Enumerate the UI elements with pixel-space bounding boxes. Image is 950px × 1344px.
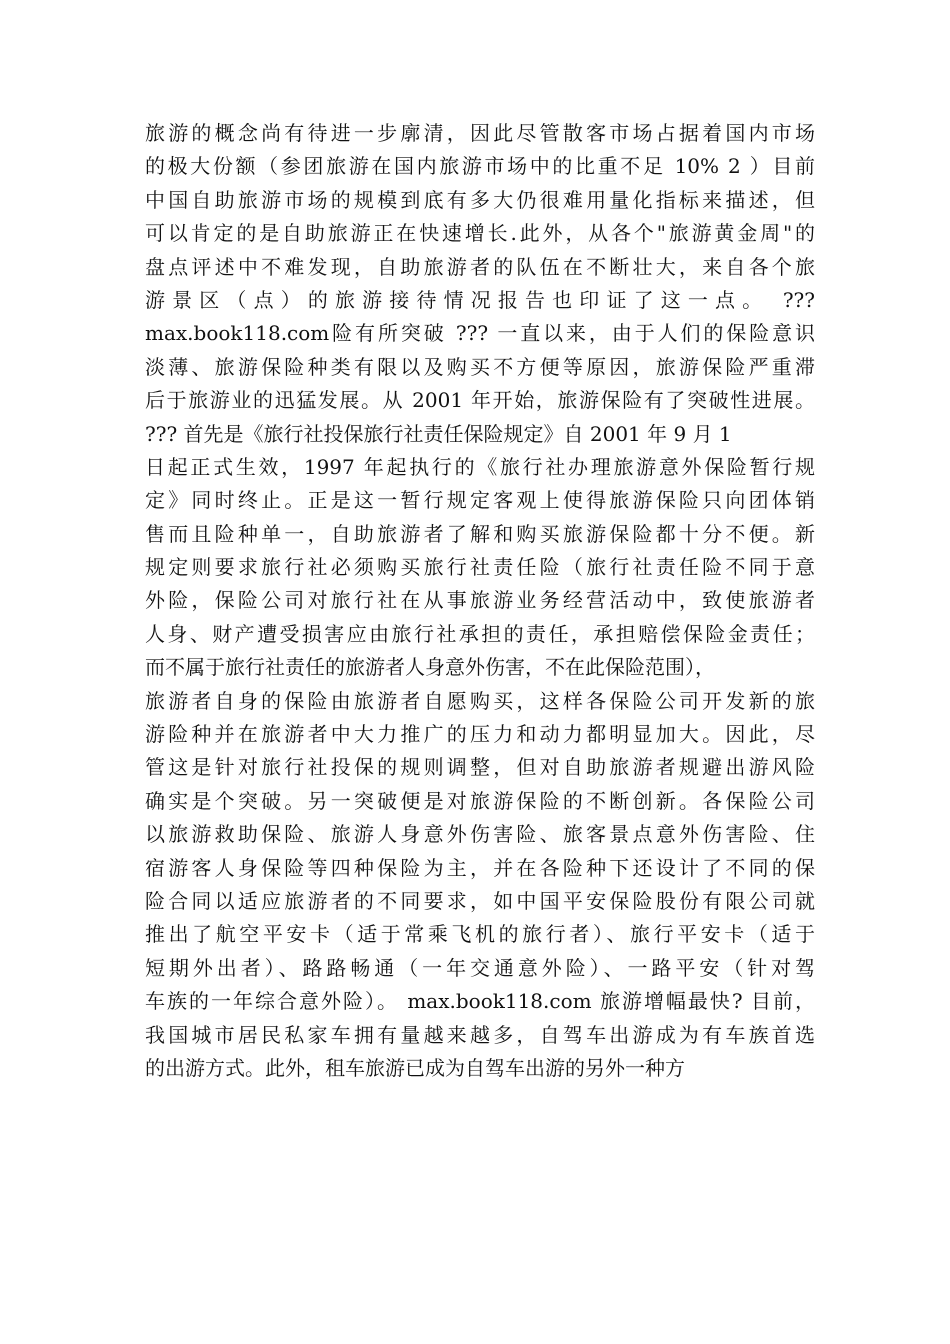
text-line: 淡薄、旅游保险种类有限以及购买不方便等原因，旅游保险严重滞 <box>145 354 815 379</box>
text-line: 管这是针对旅行社投保的规则调整，但对自助旅游者规避出游风险 <box>145 755 815 780</box>
text-line: 车族的一年综合意外险）。 max.book118.com 旅游增幅最快? 目前， <box>145 989 815 1014</box>
text-line: 旅游者自身的保险由旅游者自愿购买，这样各保险公司开发新的旅 <box>145 688 815 713</box>
text-line: 售而且险种单一，自助旅游者了解和购买旅游保险都十分不便。新 <box>145 521 815 546</box>
text-line: 盘点评述中不难发现，自助旅游者的队伍在不断壮大，来自各个旅 <box>145 254 815 279</box>
text-line: 的极大份额（参团旅游在国内旅游市场中的比重不足 10% 2 ）目前 <box>145 154 815 179</box>
text-line: 旅游的概念尚有待进一步廓清，因此尽管散客市场占据着国内市场 <box>145 121 815 145</box>
text-line: 外险，保险公司对旅行社在从事旅游业务经营活动中，致使旅游者 <box>145 588 815 613</box>
text-line: 而不属于旅行社责任的旅游者人身意外伤害，不在此保险范围）， <box>145 655 715 680</box>
body-text <box>145 117 815 1085</box>
text-line: 中国自助旅游市场的规模到底有多大仍很难用量化指标来描述，但 <box>145 187 815 212</box>
text-line: 人身、财产遭受损害应由旅行社承担的责任，承担赔偿保险金责任； <box>145 621 815 646</box>
text-line: ??? 首先是《旅行社投保旅行社责任保险规定》自 2001 年 9 月 1 <box>145 421 732 446</box>
text-line: 推出了航空平安卡（适于常乘飞机的旅行者）、旅行平安卡（适于 <box>145 922 815 947</box>
text-line: 定》同时终止。正是这一暂行规定客观上使得旅游保险只向团体销 <box>145 488 815 513</box>
text-line: 短期外出者）、路路畅通（一年交通意外险）、一路平安（针对驾 <box>145 955 815 980</box>
text-line: 游险种并在旅游者中大力推广的压力和动力都明显加大。因此，尽 <box>145 722 815 747</box>
text-line: 我国城市居民私家车拥有量越来越多，自驾车出游成为有车族首选 <box>145 1022 815 1047</box>
text-line: 险合同以适应旅游者的不同要求，如中国平安保险股份有限公司就 <box>145 888 815 913</box>
text-line: 日起正式生效，1997 年起执行的《旅行社办理旅游意外保险暂行规 <box>145 454 815 479</box>
text-line: 确实是个突破。另一突破便是对旅游保险的不断创新。各保险公司 <box>145 788 815 813</box>
text-line: 以旅游救助保险、旅游人身意外伤害险、旅客景点意外伤害险、住 <box>145 822 815 847</box>
text-line: 游景区（点）的旅游接待情况报告也印证了这一点。 ??? <box>145 287 815 312</box>
text-line: 宿游客人身保险等四种保险为主，并在各险种下还设计了不同的保 <box>145 855 815 880</box>
text-line: 规定则要求旅行社必须购买旅行社责任险（旅行社责任险不同于意 <box>145 555 815 580</box>
text-line: 后于旅游业的迅猛发展。从 2001 年开始，旅游保险有了突破性进展。 <box>145 388 815 413</box>
text-line: 可以肯定的是自助旅游正在快速增长.此外，从各个"旅游黄金周"的 <box>145 221 815 246</box>
text-line: max.book118.com险有所突破 ??? 一直以来，由于人们的保险意识 <box>145 321 815 346</box>
text-line: 的出游方式。此外，租车旅游已成为自驾车出游的另外一种方 <box>145 1055 685 1080</box>
